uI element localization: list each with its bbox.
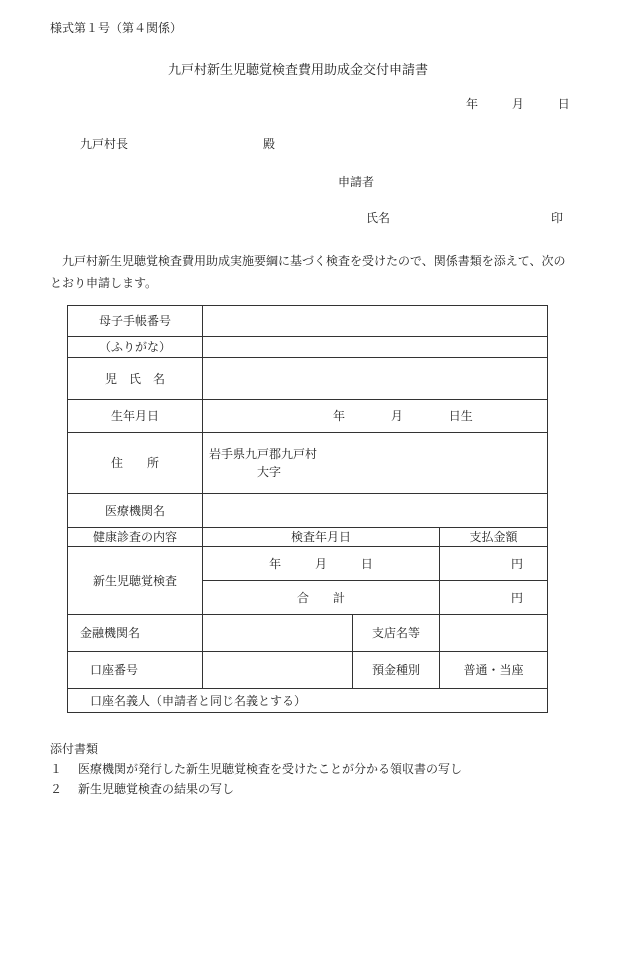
- attachment-item: [50, 759, 462, 779]
- exam-date-header: 検査年月日: [203, 528, 440, 547]
- branch-field[interactable]: [440, 615, 548, 652]
- birth-year: 年: [333, 409, 346, 423]
- child-name-field[interactable]: [203, 358, 548, 400]
- account-holder-label: 口座名義人（申請者と同じ名義とする）: [68, 689, 548, 713]
- attachment-number: ２: [50, 782, 63, 796]
- table-row: [68, 433, 548, 494]
- attachment-text: 医療機関が発行した新生児聴覚検査を受けたことが分かる領収書の写し: [78, 762, 463, 776]
- total-yen-unit: 円: [511, 590, 524, 605]
- address-line-1: 岩手県九戸郡九戸村: [209, 447, 318, 461]
- mch-number-label: 母子手帳番号: [68, 306, 203, 337]
- applicant-name-label: 氏名: [366, 211, 391, 225]
- exam-month: 月: [315, 556, 328, 571]
- date-line: [466, 98, 570, 110]
- table-row: [68, 689, 548, 713]
- table-row: [68, 358, 548, 400]
- total-amount-field[interactable]: [440, 581, 548, 615]
- date-day: 日: [557, 97, 570, 111]
- exam-day: 日: [360, 556, 373, 571]
- application-statement: 九戸村新生児聴覚検査費用助成実施要綱に基づく検査を受けたので、関係書類を添えて、次のとおり申請します。: [50, 254, 566, 290]
- application-form-table: [67, 305, 548, 713]
- birth-day: 日生: [448, 409, 473, 423]
- payment-header: 支払金額: [440, 528, 548, 547]
- table-row: [68, 400, 548, 433]
- institution-label: 医療機関名: [68, 494, 203, 528]
- address-line-2: 大字: [257, 465, 282, 479]
- document-title: 九戸村新生児聴覚検査費用助成金交付申請書: [168, 63, 429, 78]
- branch-label: 支店名等: [353, 615, 440, 652]
- exam-content-header: 健康診査の内容: [68, 528, 203, 547]
- date-year: 年: [466, 97, 479, 111]
- applicant-label: 申請者: [338, 175, 375, 189]
- address-field[interactable]: [203, 433, 548, 494]
- addressee-honorific: 殿: [263, 137, 276, 151]
- mch-number-field[interactable]: [203, 306, 548, 337]
- account-no-label: 口座番号: [90, 663, 139, 677]
- furigana-label: （ふりがな）: [68, 337, 203, 358]
- table-row: [68, 652, 548, 689]
- seal-mark: 印: [551, 211, 564, 225]
- table-row: [68, 306, 548, 337]
- form-id: 様式第１号（第４関係）: [50, 21, 183, 35]
- table-row: [68, 494, 548, 528]
- exam-date-field[interactable]: [203, 547, 440, 581]
- table-row: [68, 528, 548, 547]
- yen-unit: 円: [511, 556, 524, 571]
- attachment-text: 新生児聴覚検査の結果の写し: [78, 782, 235, 796]
- attachments-section: [50, 739, 462, 799]
- address-label: 住 所: [68, 433, 203, 494]
- date-month: 月: [511, 97, 524, 111]
- attachment-number: １: [50, 762, 63, 776]
- account-no-field[interactable]: [203, 652, 353, 689]
- birth-month: 月: [390, 409, 403, 423]
- bank-field[interactable]: [203, 615, 353, 652]
- deposit-type-label: 預金種別: [353, 652, 440, 689]
- bank-name-label: 金融機関名: [80, 626, 141, 640]
- birth-date-label: 生年月日: [68, 400, 203, 433]
- birth-date-field[interactable]: [203, 400, 548, 433]
- total-label: 合 計: [203, 581, 440, 615]
- institution-field[interactable]: [203, 494, 548, 528]
- payment-amount-field[interactable]: [440, 547, 548, 581]
- furigana-field[interactable]: [203, 337, 548, 358]
- table-row: [68, 547, 548, 581]
- exam-name: 新生児聴覚検査: [68, 547, 203, 615]
- addressee-name: 九戸村長: [80, 137, 129, 151]
- child-name-label: 児 氏 名: [68, 358, 203, 400]
- table-row: [68, 337, 548, 358]
- attachments-heading: 添付書類: [50, 742, 99, 756]
- exam-year: 年: [269, 556, 282, 571]
- deposit-type-value[interactable]: 普通・当座: [440, 652, 548, 689]
- attachment-item: [50, 779, 462, 799]
